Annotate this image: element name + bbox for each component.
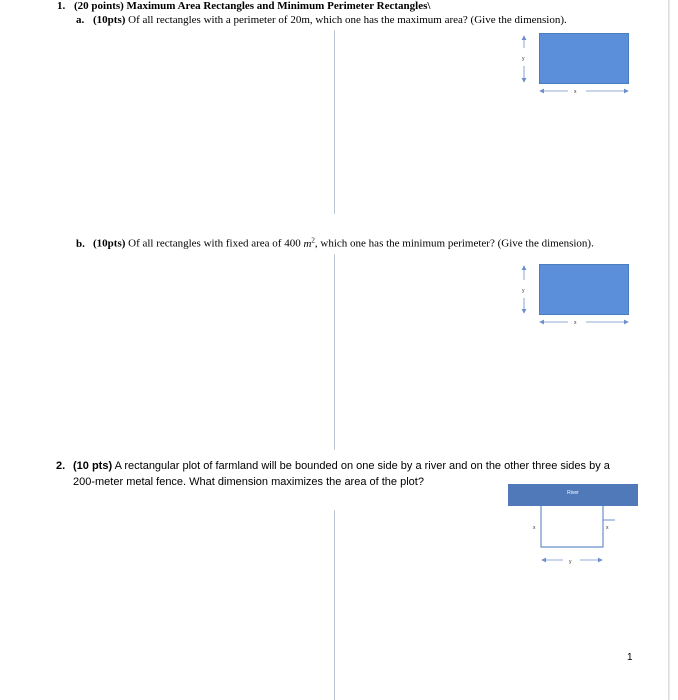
question-1-title: (20 points) Maximum Area Rectangles and Minimum Perimeter Rectangles\	[74, 0, 431, 12]
fence-outline	[541, 506, 603, 547]
river-label: River	[567, 490, 579, 496]
part-b-points: (10pts)	[93, 237, 126, 250]
page-number: 1	[627, 652, 633, 663]
part-a-points: (10pts)	[93, 14, 126, 26]
area-unit-base: m	[303, 237, 312, 250]
question-1-number: 1.	[57, 0, 66, 12]
figure-b-x-label: x	[574, 320, 577, 326]
question-2-line-2: 200-meter metal fence. What dimension maximizes the area of the plot?	[73, 476, 424, 488]
figure-a-y-label: y	[522, 56, 525, 62]
fence-left-x-label: x	[533, 525, 536, 531]
question-2-points: (10 pts)	[73, 460, 113, 472]
figure-b-y-label: y	[522, 288, 525, 294]
fence-y-label: y	[569, 559, 572, 565]
part-b-text-before: Of all rectangles with fixed area of 400	[128, 237, 301, 250]
part-b-label: b.	[76, 237, 85, 250]
area-unit-exponent: 2	[311, 236, 315, 244]
part-a-label: a.	[76, 14, 85, 26]
figure-a-x-label: x	[574, 89, 577, 95]
part-b-text-after: , which one has the minimum perimeter? (Give the dimension).	[314, 237, 594, 250]
part-a-text: Of all rectangles with a perimeter of 20m, which one has the maximum area? (Give the dimension).	[128, 14, 567, 26]
fence-right-x-label: x	[606, 525, 609, 531]
question-2-number: 2.	[56, 460, 66, 472]
question-2-text-1: A rectangular plot of farmland will be bounded on one side by a river and on the other three sides by a	[114, 460, 610, 472]
